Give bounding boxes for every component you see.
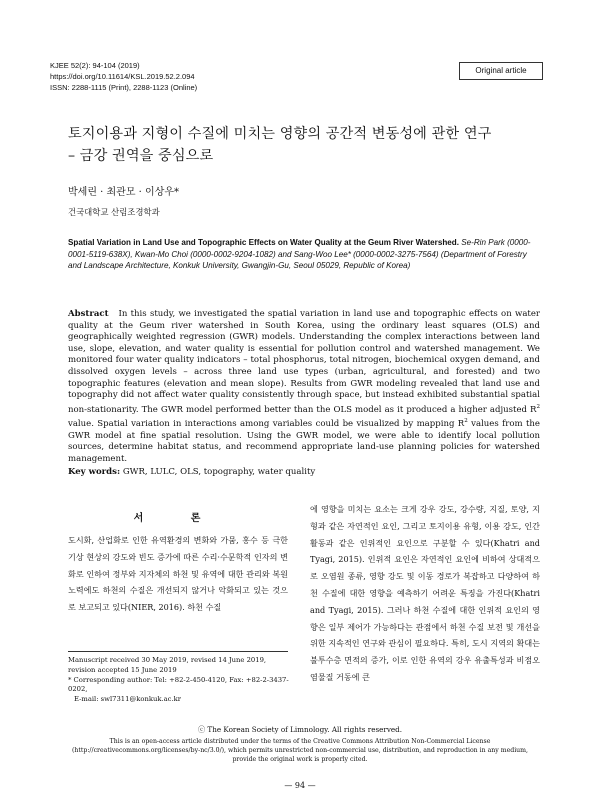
abstract-text-3: values from the GWR model at fine spatial resolution. Using the GWR model, we were able to identify local pollution sources, determine habitat status, and recommend appropriate land-use planning policies for watershed management. — [68, 419, 540, 464]
korean-title-line2: – 금강 권역을 중심으로 — [68, 148, 214, 164]
issn: ISSN: 2288-1115 (Print), 2288-1123 (Online) — [50, 83, 198, 92]
abstract — [68, 309, 540, 465]
footnote-line: revision accepted 15 June 2019 — [68, 665, 177, 674]
keywords-text: GWR, LULC, OLS, topography, water quality — [122, 467, 316, 477]
section-heading-introduction: 서 론 — [133, 513, 223, 524]
footnote-divider — [68, 651, 288, 652]
footnote-line: Manuscript received 30 May 2019, revised 14 June 2019, — [68, 656, 267, 664]
abstract-text-1: In this study, we investigated the spatial variation in land use and topographic effects on water quality at the Geum river watershed in South Korea, using the ordinary least squares (OLS) and geographically weighted regression (GWR) models. Understanding the complex interactions between land use, slope, elevation, and water quality is essential for pollution control and watershed management. We monitored four water quality indicators – total phosphorus, total nitrogen, biochemical oxygen demand, and dissolved oxygen levels – across three land use types (urban, agricultural, and forested) and two topographic features (elevation and mean slope). Results from GWR modeling revealed that land use and topography did not affect water quality consistently through space, but instead exhibited substantial spatial non-stationarity. The GWR model performed better than the OLS model as it produced a higher adjusted R — [68, 309, 540, 415]
keywords — [68, 467, 540, 477]
copyright: ⓒ The Korean Society of Limnology. All rights reserved. — [197, 725, 403, 734]
english-affiliation: (Department of Forestry and Landscape Architecture, Konkuk University, Gwangjin-Gu, Seoul 05029, Republic of Korea) — [68, 249, 527, 271]
english-authors: Se-Rin Park (0000-0001-5119-638X), Kwan-Mo Choi (0000-0002-9204-1082) and Sang-Woo Lee* (0000-0002-3275-7564) — [68, 238, 531, 259]
korean-affiliation: 건국대학교 산림조경학과 — [68, 207, 160, 217]
journal-citation: KJEE 52(2): 94-104 (2019) — [50, 61, 140, 70]
page-number: — 94 — — [284, 781, 316, 790]
body-column-left: 도시화, 산업화로 인한 유역환경의 변화와 가뭄, 홍수 등 극한 기상 현상의 강도와 빈도 증가에 따른 수리·수문학적 인자의 변화로 인하여 정부와 지자체의 하천 및 유역에 대한 관리와 복원 노력에도 하천의 수질은 개선되지 않거나 악화되고 있는 것으로 보고되고 있다(NIER, 2016). 하천 수질 — [68, 535, 288, 613]
korean-title — [68, 123, 538, 167]
license-text: This is an open-access article distributed under the terms of the Creative Commons Attribution Non-Commercial License (http://creativecommons.org/licenses/by-nc/3.0/), which permits unrestricted non-commercial use, distribution, and reproduction in any medium, provide the original work is properly cited. — [71, 738, 528, 763]
abstract-label: Abstract — [68, 309, 109, 319]
korean-authors: 박세린 · 최관모 · 이상우* — [68, 187, 180, 198]
footnote-line: * Corresponding author: Tel: +82-2-450-4120, Fax: +82-2-3437-0202, — [68, 675, 289, 694]
journal-meta — [50, 60, 197, 93]
footnote-email[interactable]: E-mail: swl7311@konkuk.ac.kr — [74, 695, 182, 704]
body-column-right: 에 영향을 미치는 요소는 크게 강우 강도, 강수량, 지질, 토양, 지형과 같은 자연적인 요인, 그리고 토지이용 유형, 이용 강도, 인간 활동과 같은 인위적인 요인으로 구분할 수 있다(Khatri and Tyagi, 2015). 인위적 요인은 자연적인 요인에 비하여 상대적으로 오염원 종류, 영향 강도 및 이동 경로가 복잡하고 다양하여 하천 수질에 대한 영향을 예측하기 어려운 특징을 가진다(Khatri and Tyagi, 2015). 그러나 하천 수질에 대한 인위적 요인의 영향은 일부 제어가 가능하다는 관점에서 하천 수질 보전 및 개선을 위한 지속적인 연구와 관심이 필요하다. 특히, 도시 지역의 확대는 불투수층 면적의 증가, 이로 인한 유역의 강우 유출특성과 비점오염물질 거동에 큰 — [310, 504, 540, 682]
english-title-block — [68, 237, 540, 272]
keywords-label: Key words: — [68, 467, 121, 477]
english-title: Spatial Variation in Land Use and Topographic Effects on Water Quality at the Geum River Watershed. — [68, 238, 459, 247]
footnote — [68, 656, 298, 705]
article-type-badge: Original article — [459, 62, 543, 80]
korean-title-line1: 토지이용과 지형이 수질에 미치는 영향의 공간적 변동성에 관한 연구 — [68, 126, 492, 142]
superscript: 2 — [536, 403, 540, 410]
superscript: 2 — [464, 418, 468, 425]
abstract-text-2: value. Spatial variation in interactions among variables could be visualized by mapping R — [68, 419, 465, 430]
doi-link[interactable]: https://doi.org/10.11614/KSL.2019.52.2.094 — [50, 72, 195, 81]
